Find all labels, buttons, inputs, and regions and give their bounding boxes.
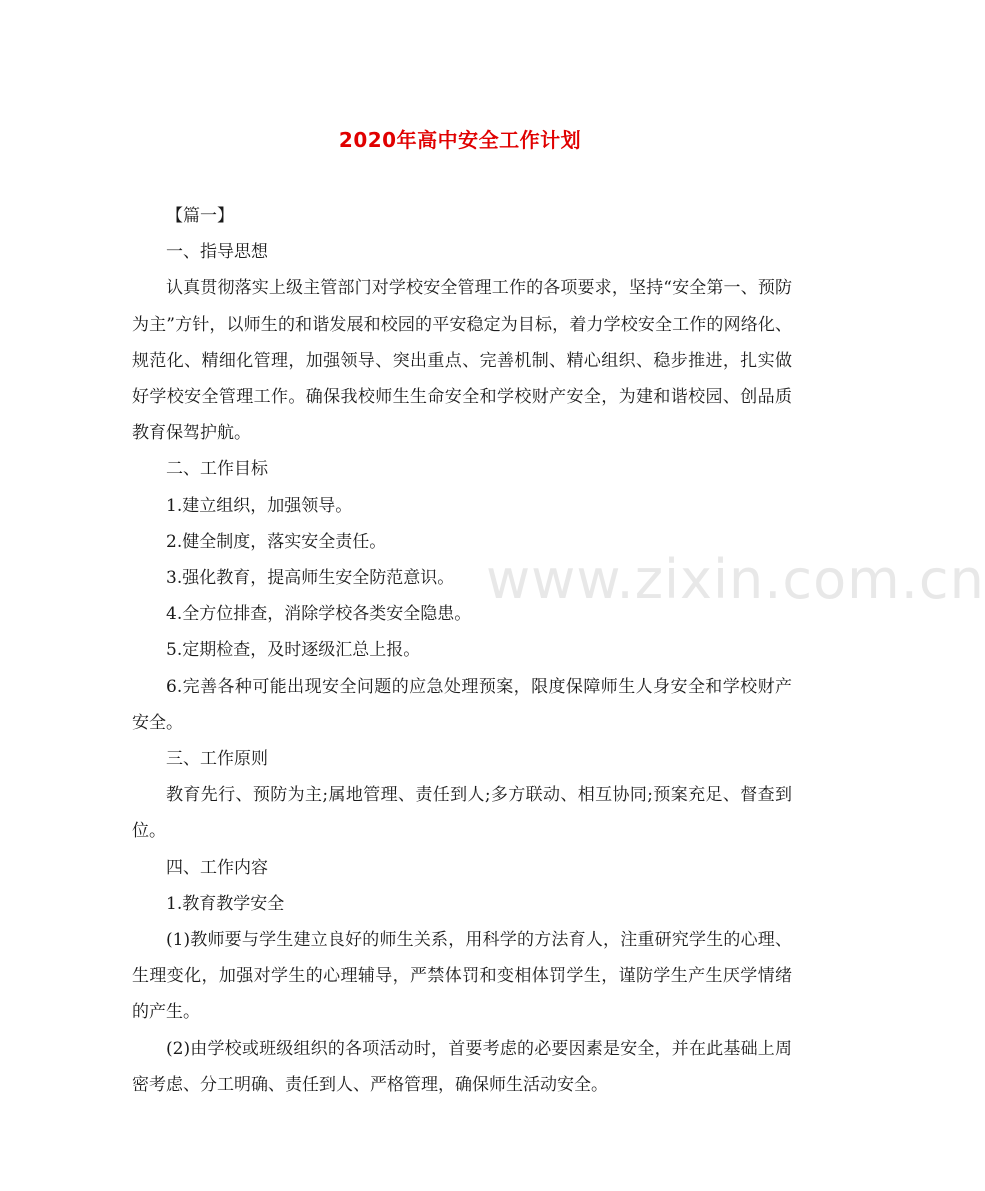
- document-body: [132, 198, 792, 1103]
- paragraph-work-principles: 教育先行、预防为主;属地管理、责任到人;多方联动、相互协同;预案充足、督查到位。: [132, 785, 792, 842]
- goal-item: 2.健全制度，落实安全责任。: [166, 531, 387, 552]
- goal-item: 5.定期检查，及时逐级汇总上报。: [166, 640, 421, 661]
- subheading-teaching-safety: 1.教育教学安全: [166, 893, 285, 914]
- content-item: (1)教师要与学生建立良好的师生关系，用科学的方法育人，注重研究学生的心理、生理变化，加强对学生的心理辅导，严禁体罚和变相体罚学生，谨防学生产生厌学情绪的产生。: [132, 930, 792, 1023]
- heading-work-principles: 三、工作原则: [166, 749, 268, 770]
- goal-item: 4.全方位排查，消除学校各类安全隐患。: [166, 604, 472, 625]
- heading-work-goals: 二、工作目标: [166, 459, 268, 480]
- goal-item: 3.强化教育，提高师生安全防范意识。: [166, 568, 455, 589]
- heading-work-content: 四、工作内容: [166, 857, 268, 878]
- goal-item: 6.完善各种可能出现安全问题的应急处理预案，限度保障师生人身安全和学校财产安全。: [132, 676, 792, 733]
- document-title: 2020年高中安全工作计划: [338, 128, 582, 152]
- goal-item: 1.建立组织，加强领导。: [166, 495, 353, 516]
- section-label: 【篇一】: [166, 206, 234, 226]
- paragraph-guiding-ideology: 认真贯彻落实上级主管部门对学校安全管理工作的各项要求，坚持“安全第一、预防为主”方针，以师生的和谐发展和校园的平安稳定为目标，着力学校安全工作的网络化、规范化、精细化管理，加强领导、突出重点、完善机制、精心组织、稳步推进，扎实做好学校安全管理工作。确保我校师生生命安全和学校财产安全，为建和谐校园、创品质教育保驾护航。: [132, 278, 792, 444]
- heading-guiding-ideology: 一、指导思想: [166, 242, 268, 263]
- content-item: (2)由学校或班级组织的各项活动时，首要考虑的必要因素是安全，并在此基础上周密考虑、分工明确、责任到人、严格管理，确保师生活动安全。: [132, 1038, 792, 1095]
- watermark: www.zixin.com.cn: [486, 548, 985, 611]
